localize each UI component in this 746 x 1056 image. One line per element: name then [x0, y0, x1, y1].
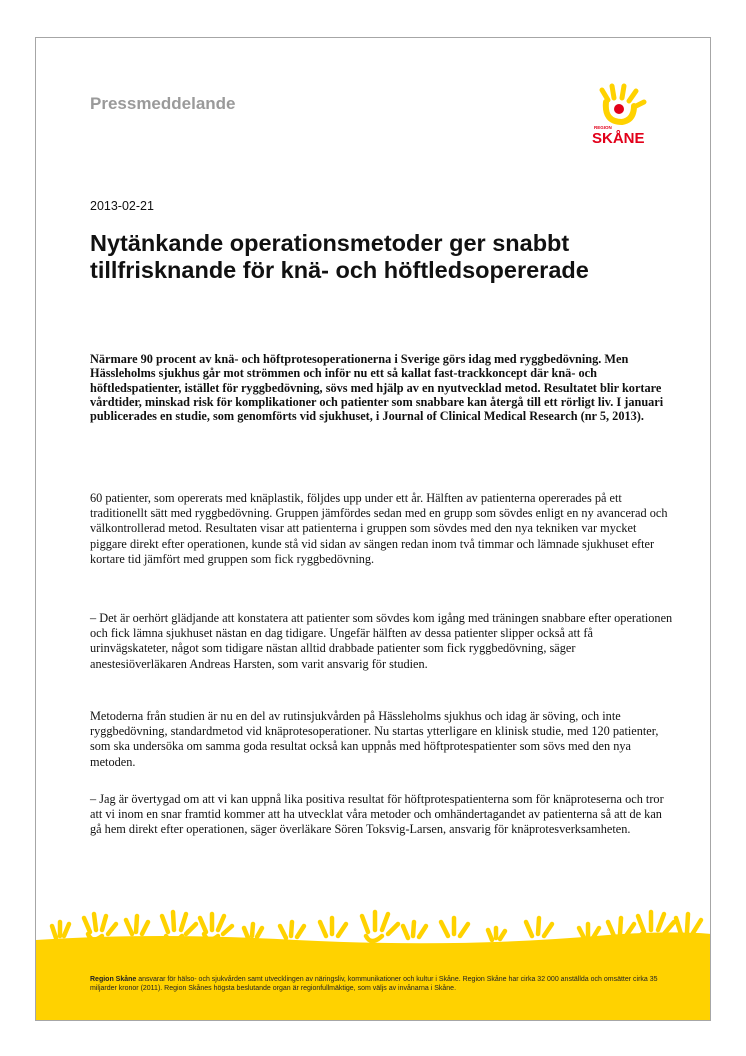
press-release-page: [35, 37, 711, 1021]
body-paragraph: Metoderna från studien är nu en del av rutinsjukvården på Hässleholms sjukhus och idag är söving, och inte ryggbedövning, standardmetod vid knäprotesoperationer. Nu startas ytterligare en klinisk studie, med 120 patienter, som ska undersöka om samma goda resultat också kan uppnås med höftprotespatienter som sövs med den nya metoden.: [90, 709, 659, 769]
body-paragraph: 60 patienter, som opererats med knäplastik, följdes upp under ett år. Hälften av patienterna opererades på ett traditionellt sätt med ryggbedövning. Gruppen jämfördes sedan med en grupp som sövdes enligt en ny avancerad och välkontrollerad metod. Resultaten visar att patienterna i gruppen som sövdes med den nya tekniken var mycket piggare direkt efter operationen, kunde stå vid sidan av sängen redan inom två timmar och lämnade sjukhuset efter kortare tid jämfört med gruppen som fick ryggbedövning.: [90, 491, 668, 566]
article-title: Nytänkande operationsmetoder ger snabbt tillfrisknande för knä- och höftledsopererade: [90, 230, 589, 283]
region-skane-logo: [584, 82, 656, 146]
logo-region-text: REGION: [594, 125, 612, 130]
body-paragraph: – Jag är övertygad om att vi kan uppnå lika positiva resultat för höftprotespatienterna som för knäproteserna och tror att vi inom en snar framtid kommer att ha utvecklat våra metoder och omhändertagandet av patienterna så att de kan gå hem direkt efter operationen, säger överläkare Sören Toksvig-Larsen, ansvarig för knäprotesverksamheten.: [90, 792, 664, 837]
griffin-emblem-icon: [602, 86, 644, 122]
footer-yellow-band: [36, 878, 711, 1021]
footer-about-text: ansvarar för hälso- och sjukvården samt utvecklingen av näringsliv, kommunikationer och kultur i Skåne. Region Skåne har cirka 32 000 anställda och omsätter cirka 35 miljarder kronor (2011). Region Skånes högsta beslutande organ är regionfullmäktige, som väljs av invånarna i Skåne.: [90, 976, 658, 992]
body-paragraph: – Det är oerhört glädjande att konstatera att patienter som sövdes kom igång med träningen snabbare efter operationen och fick lämna sjukhuset nästan en dag tidigare. Ungefär hälften av dessa patienter slipper också att få urinvägskateter, något som tidigare nästan alltid drabbade patienter som fick ryggbedövning, säger anestesiöverläkaren Andreas Harsten, som varit ansvarig för studien.: [90, 611, 673, 671]
document-kicker: Pressmeddelande: [90, 94, 236, 113]
logo-skane-text: SKÅNE: [592, 130, 645, 146]
footer-org-name: Region Skåne: [90, 976, 137, 983]
publish-date: 2013-02-21: [90, 199, 154, 213]
footer-about: [90, 976, 670, 993]
article-lead: Närmare 90 procent av knä- och höftprotesoperationerna i Sverige görs idag med ryggbedövning. Men Hässleholms sjukhus går mot strömmen och inför nu ett så kallat fast-trackkoncept där knä- och höftledspatienter, istället för ryggbedövning, sövs med hjälp av en nyutvecklad metod. Resultatet blir kortare vårdtider, minskad risk för komplikationer och patienter som snabbare kan återgå till ett rörligt liv. I januari publicerades en studie, som genomförts vid sjukhuset, i Journal of Clinical Medical Research (nr 5, 2013).: [90, 352, 664, 424]
